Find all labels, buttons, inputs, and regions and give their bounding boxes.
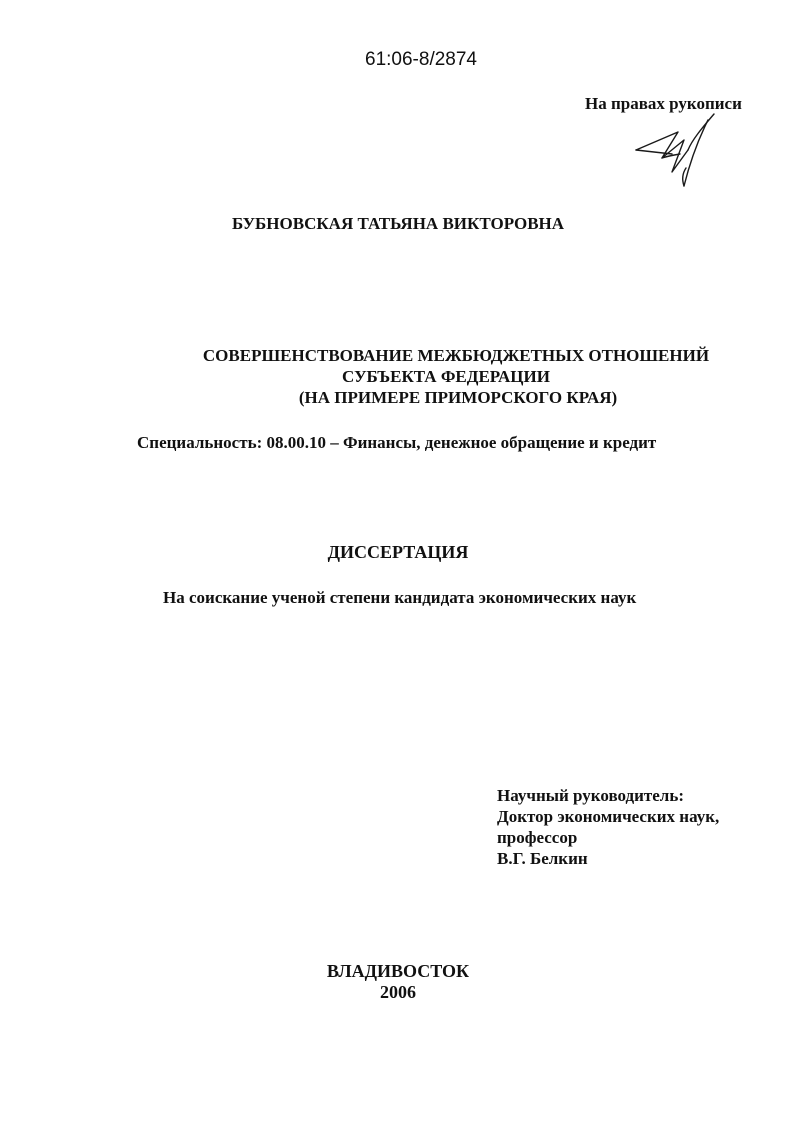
specialty-line: Специальность: 08.00.10 – Финансы, денежное обращение и кредит [137, 433, 657, 452]
title-line-3: (НА ПРИМЕРЕ ПРИМОРСКОГО КРАЯ) [298, 388, 618, 407]
degree-purpose-line: На соискание ученой степени кандидата экономических наук [163, 588, 637, 607]
dissertation-title [0, 345, 796, 408]
supervisor-rank: профессор [497, 828, 578, 847]
supervisor-degree: Доктор экономических наук, [497, 807, 720, 826]
title-line-2: СУБЪЕКТА ФЕДЕРАЦИИ [342, 367, 550, 386]
supervisor-block [497, 785, 719, 869]
city: ВЛАДИВОСТОК [326, 961, 470, 981]
author-name: БУБНОВСКАЯ ТАТЬЯНА ВИКТОРОВНА [231, 214, 565, 233]
handwritten-signature-icon [632, 110, 722, 190]
supervisor-name: В.Г. Белкин [497, 849, 588, 868]
work-type-heading: ДИССЕРТАЦИЯ [327, 542, 469, 562]
title-line-1: СОВЕРШЕНСТВОВАНИЕ МЕЖБЮДЖЕТНЫХ ОТНОШЕНИЙ [202, 346, 710, 365]
year: 2006 [380, 982, 416, 1002]
archive-code: 61:06-8/2874 [365, 49, 477, 70]
city-year-block [0, 961, 796, 1003]
manuscript-rights-label: На правах рукописи [585, 94, 742, 113]
supervisor-label: Научный руководитель: [497, 786, 684, 805]
